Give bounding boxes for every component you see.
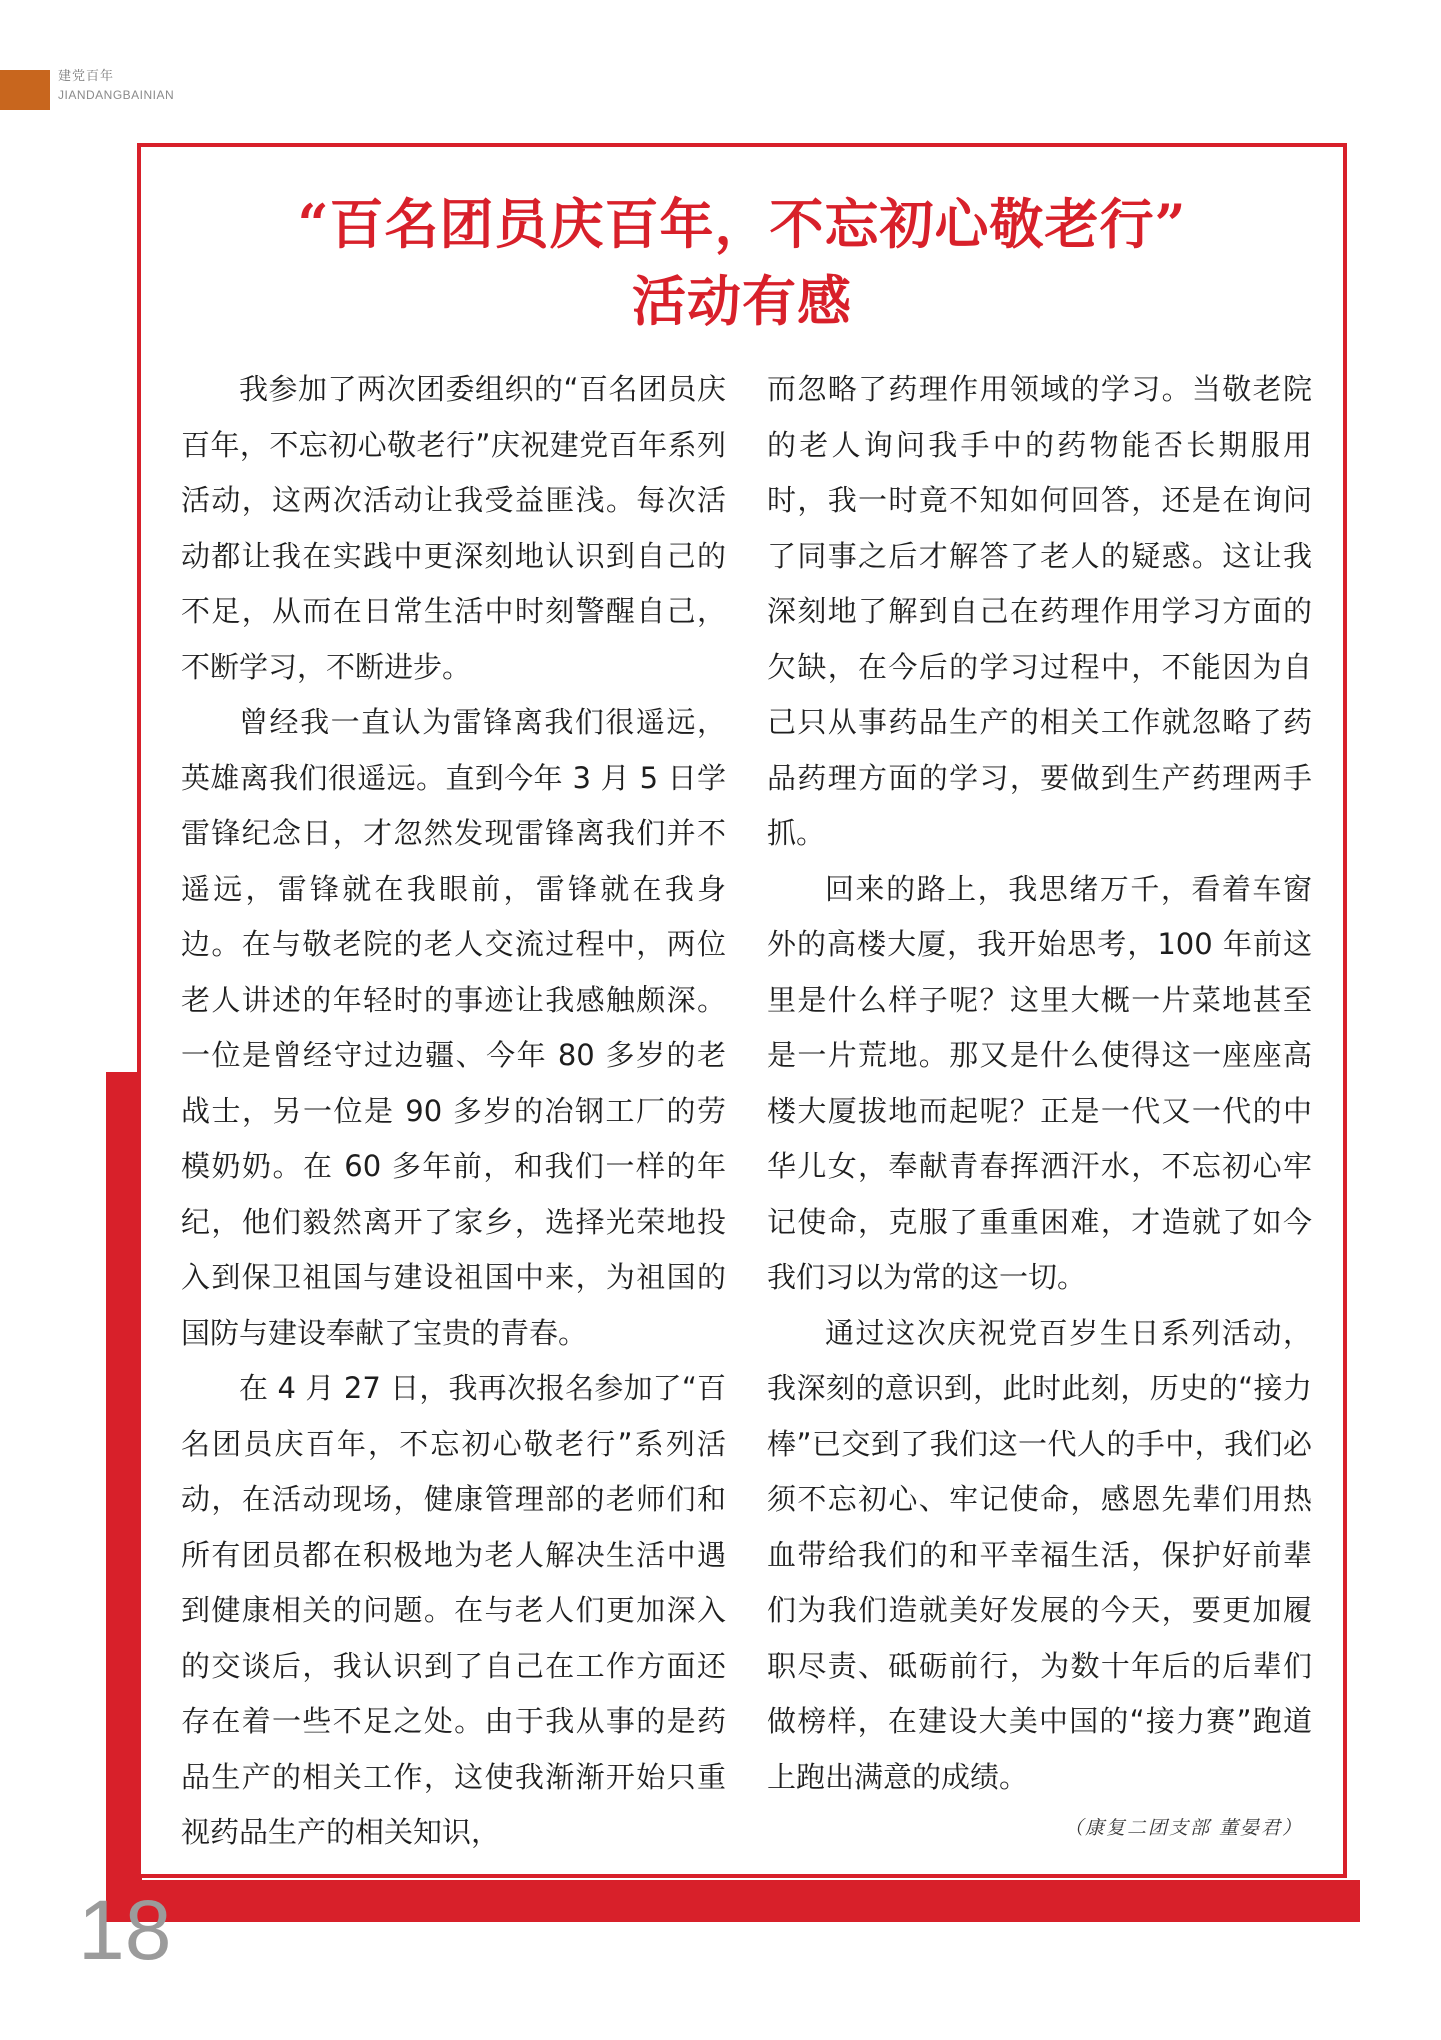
article-paragraph: 通过这次庆祝党百岁生日系列活动，我深刻的意识到，此时此刻，历史的“接力棒”已交到了我们这一代人的手中，我们必须不忘初心、牢记使命，感恩先辈们用热血带给我们的和平幸福生活，保护好前辈们为我们造就美好发展的今天，要更加履职尽责、砥砺前行，为数十年后的后辈们做榜样，在建设大美中国的“接力赛”跑道上跑出满意的成绩。 bbox=[767, 1315, 1312, 1794]
article-paragraph: 在 4 月 27 日，我再次报名参加了“百名团员庆百年，不忘初心敬老行”系列活动，在活动现场，健康管理部的老师们和所有团员都在积极地为老人解决生活中遇到健康相关的问题。在与老人们更加深入的交谈后，我认识到了自己在工作方面还存在着一些不足之处。由于我从事的是药品生产的相关工作，这使我渐渐开始只重视药品生产的相关知识， bbox=[181, 1371, 726, 1849]
article-title-line1: “百名团员庆百年，不忘初心敬老行” bbox=[297, 192, 1187, 256]
article-title-line2: 活动有感 bbox=[632, 269, 852, 333]
article-column-right bbox=[767, 362, 1312, 1805]
section-title: 建党百年 bbox=[58, 69, 115, 84]
article-paragraph: 而忽略了药理作用领域的学习。当敬老院的老人询问我手中的药物能否长期服用时，我一时竟不知如何回答，还是在询问了同事之后才解答了老人的疑惑。这让我深刻地了解到自己在药理作用学习方面的欠缺，在今后的学习过程中，不能因为自己只从事药品生产的相关工作就忽略了药品药理方面的学习，要做到生产药理两手抓。 bbox=[767, 372, 1312, 850]
page-number: 18 bbox=[78, 1883, 172, 1977]
article-column-left bbox=[181, 362, 726, 1861]
article-frame bbox=[137, 143, 1347, 1878]
article-paragraph: 我参加了两次团委组织的“百名团员庆百年，不忘初心敬老行”庆祝建党百年系列活动，这两次活动让我受益匪浅。每次活动都让我在实践中更深刻地认识到自己的不足，从而在日常生活中时刻警醒自己，不断学习，不断进步。 bbox=[181, 372, 726, 684]
article-paragraph: 曾经我一直认为雷锋离我们很遥远，英雄离我们很遥远。直到今年 3 月 5 日学雷锋纪念日，才忽然发现雷锋离我们并不遥远，雷锋就在我眼前，雷锋就在我身边。在与敬老院的老人交流过程中，两位老人讲述的年轻时的事迹让我感触颇深。一位是曾经守过边疆、今年 80 多岁的老战士，另一位是 90 多岁的冶钢工厂的劳模奶奶。在 60 多年前，和我们一样的年纪，他们毅然离开了家乡，选择光荣地投入到保卫祖国与建设祖国中来，为祖国的国防与建设奉献了宝贵的青春。 bbox=[181, 705, 726, 1350]
article-paragraph: 回来的路上，我思绪万千，看着车窗外的高楼大厦，我开始思考，100 年前这里是什么样子呢？这里大概一片菜地甚至是一片荒地。那又是什么使得这一座座高楼大厦拔地而起呢？正是一代又一代的中华儿女，奉献青春挥洒汗水，不忘初心牢记使命，克服了重重困难，才造就了如今我们习以为常的这一切。 bbox=[767, 871, 1312, 1294]
header-color-block bbox=[0, 70, 50, 110]
red-accent-bottom-bar bbox=[106, 1880, 1360, 1922]
author-signature: （康复二团支部 董晏君） bbox=[1063, 1817, 1303, 1839]
section-subtitle: JIANDANGBAINIAN bbox=[58, 88, 175, 102]
